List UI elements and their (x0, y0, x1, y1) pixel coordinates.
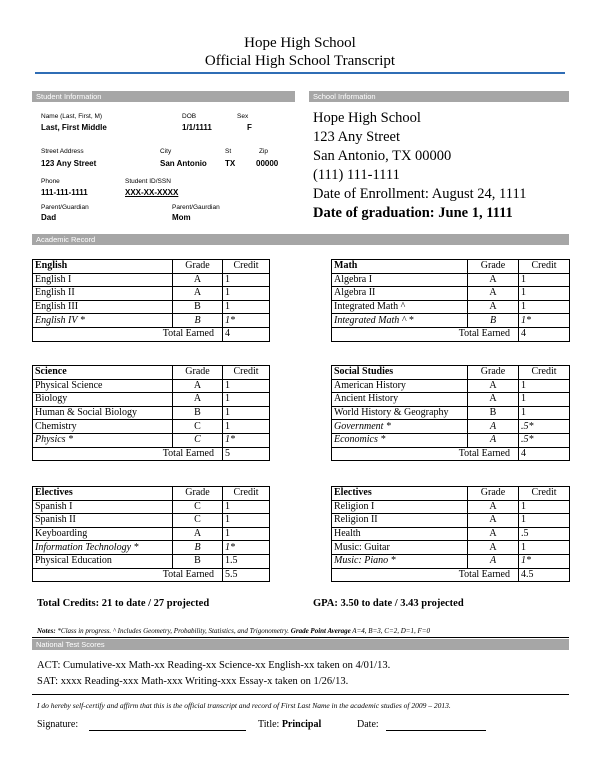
graduation-date: Date of graduation: June 1, 1111 (313, 205, 513, 221)
science-table (32, 365, 270, 461)
credit-header: Credit (519, 260, 570, 274)
credit-header: Credit (223, 366, 270, 380)
electives-table-right (331, 486, 570, 582)
zip-value: 00000 (256, 159, 279, 168)
academic-record-bar: Academic Record (32, 234, 569, 245)
course-credit: .5 (519, 527, 570, 541)
dob-value: 1/1/1111 (182, 123, 212, 132)
total-label: Total Earned (332, 568, 519, 582)
school-info-name: Hope High School (313, 110, 421, 126)
course-name: Integrated Math ^ * (332, 314, 468, 328)
subject-title: Math (332, 260, 468, 274)
table-row (33, 527, 270, 541)
electives-table-left (32, 486, 270, 582)
guardian1-value: Dad (41, 213, 57, 222)
course-grade: A (468, 379, 519, 393)
course-grade: B (173, 300, 223, 314)
student-info-bar: Student Information (32, 91, 295, 102)
table-row (332, 314, 570, 328)
course-grade: B (468, 314, 519, 328)
table-row (332, 420, 570, 434)
english-table (32, 259, 270, 342)
tests-divider (32, 694, 569, 695)
course-grade: A (468, 500, 519, 514)
course-name: Spanish I (33, 500, 173, 514)
course-name: English II (33, 287, 173, 301)
course-name: Music: Piano * (332, 554, 468, 568)
total-credits: Total Credits: 21 to date / 27 projected (37, 598, 210, 609)
course-credit: 1 (519, 300, 570, 314)
subject-title: English (33, 260, 173, 274)
course-grade: A (173, 287, 223, 301)
course-credit: 1* (519, 554, 570, 568)
notes-divider (32, 637, 569, 638)
credit-header: Credit (519, 487, 570, 501)
course-grade: A (468, 541, 519, 555)
total-label: Total Earned (33, 447, 223, 461)
grade-header: Grade (468, 487, 519, 501)
sex-label: Sex (237, 113, 249, 120)
street-label: Street Address (41, 148, 84, 155)
course-name: Human & Social Biology (33, 406, 173, 420)
table-header-row (33, 487, 270, 501)
course-name: Health (332, 527, 468, 541)
table-header-row (332, 366, 570, 380)
course-name: English IV * (33, 314, 173, 328)
date-line[interactable] (386, 730, 486, 731)
course-credit: 1 (223, 420, 270, 434)
table-row (332, 500, 570, 514)
table-row (332, 433, 570, 447)
course-credit: 1* (223, 433, 270, 447)
total-label: Total Earned (332, 327, 519, 341)
table-row (33, 541, 270, 555)
course-credit: 1 (223, 379, 270, 393)
table-row (33, 433, 270, 447)
course-name: Government * (332, 420, 468, 434)
subject-title: Electives (332, 487, 468, 501)
table-row (332, 527, 570, 541)
street-value: 123 Any Street (41, 159, 97, 168)
grade-header: Grade (468, 260, 519, 274)
phone-value: 111-111-1111 (41, 188, 88, 197)
course-name: English I (33, 273, 173, 287)
credit-header: Credit (519, 366, 570, 380)
table-row (332, 393, 570, 407)
certification-statement: I do hereby self-certify and affirm that this is the official transcript and record of First Last Name in the academic studies of 2009 – 2013. (37, 701, 451, 710)
course-name: Religion II (332, 514, 468, 528)
course-grade: A (468, 287, 519, 301)
total-credit: 4 (519, 327, 570, 341)
subject-title: Social Studies (332, 366, 468, 380)
table-header-row (332, 260, 570, 274)
total-credit: 4.5 (519, 568, 570, 582)
course-credit: 1 (223, 273, 270, 287)
course-credit: 1 (223, 300, 270, 314)
phone-label: Phone (41, 178, 60, 185)
course-credit: 1 (519, 393, 570, 407)
course-grade: A (173, 393, 223, 407)
total-label: Total Earned (33, 568, 223, 582)
math-table (331, 259, 570, 342)
table-row (332, 287, 570, 301)
state-value: TX (225, 159, 236, 168)
gpa-summary: GPA: 3.50 to date / 3.43 projected (313, 598, 464, 609)
school-info-city: San Antonio, TX 00000 (313, 148, 452, 164)
total-row (332, 327, 570, 341)
zip-label: Zip (259, 148, 269, 155)
course-grade: B (173, 554, 223, 568)
table-row (33, 273, 270, 287)
guardian2-value: Mom (172, 213, 191, 222)
student-id-label: Student ID/SSN (125, 178, 171, 185)
course-grade: A (468, 554, 519, 568)
table-row (332, 379, 570, 393)
course-credit: .5* (519, 433, 570, 447)
course-grade: A (468, 514, 519, 528)
course-name: Information Technology * (33, 541, 173, 555)
course-grade: C (173, 514, 223, 528)
page-title: Official High School Transcript (204, 53, 396, 69)
course-name: Chemistry (33, 420, 173, 434)
table-row (332, 514, 570, 528)
course-credit: 1* (519, 314, 570, 328)
city-label: City (160, 148, 172, 155)
course-name: Algebra II (332, 287, 468, 301)
table-row (332, 541, 570, 555)
school-info-phone: (111) 111-1111 (313, 167, 400, 183)
state-label: St (225, 148, 232, 155)
course-grade: A (173, 527, 223, 541)
table-row (33, 406, 270, 420)
total-label: Total Earned (332, 447, 519, 461)
guardian1-label: Parent/Guardian (41, 204, 89, 211)
table-header-row (33, 260, 270, 274)
total-credit: 4 (519, 447, 570, 461)
course-grade: A (468, 393, 519, 407)
total-row (33, 447, 270, 461)
student-name: Last, First Middle (41, 123, 107, 132)
course-name: Economics * (332, 433, 468, 447)
title-value: Principal (281, 719, 322, 730)
table-row (332, 406, 570, 420)
table-header-row (33, 366, 270, 380)
course-grade: A (468, 420, 519, 434)
course-grade: A (173, 273, 223, 287)
sex-value: F (247, 123, 252, 132)
course-name: Physical Science (33, 379, 173, 393)
course-grade: A (468, 433, 519, 447)
course-name: World History & Geography (332, 406, 468, 420)
course-name: Music: Guitar (332, 541, 468, 555)
table-row (332, 300, 570, 314)
course-name: Biology (33, 393, 173, 407)
header-divider (35, 72, 565, 74)
course-credit: .5* (519, 420, 570, 434)
course-grade: A (468, 273, 519, 287)
course-name: Physics * (33, 433, 173, 447)
grade-header: Grade (173, 366, 223, 380)
course-grade: A (468, 527, 519, 541)
course-credit: 1 (519, 379, 570, 393)
table-row (33, 393, 270, 407)
course-credit: 1* (223, 314, 270, 328)
course-credit: 1 (223, 287, 270, 301)
total-row (332, 568, 570, 582)
name-label: Name (Last, First, M) (41, 113, 103, 120)
course-name: Spanish II (33, 514, 173, 528)
course-credit: 1 (223, 406, 270, 420)
table-row (332, 554, 570, 568)
school-name-heading: Hope High School (244, 35, 356, 51)
course-name: Religion I (332, 500, 468, 514)
title-label: Title: Principal (258, 719, 322, 730)
table-row (33, 554, 270, 568)
guardian2-label: Parent/Gaurdian (172, 204, 220, 211)
course-credit: 1 (519, 273, 570, 287)
total-row (332, 447, 570, 461)
course-credit: 1 (519, 514, 570, 528)
course-grade: C (173, 433, 223, 447)
grade-header: Grade (173, 260, 223, 274)
course-credit: 1* (223, 541, 270, 555)
course-name: Ancient History (332, 393, 468, 407)
course-name: English III (33, 300, 173, 314)
total-label: Total Earned (33, 327, 223, 341)
course-credit: 1 (223, 500, 270, 514)
total-credit: 5 (223, 447, 270, 461)
act-scores: ACT: Cumulative-xx Math-xx Reading-xx Science-xx English-xx taken on 4/01/13. (37, 660, 391, 671)
credit-header: Credit (223, 260, 270, 274)
course-grade: A (468, 300, 519, 314)
course-name: Keyboarding (33, 527, 173, 541)
course-credit: 1 (519, 287, 570, 301)
course-grade: B (173, 314, 223, 328)
social-studies-table (331, 365, 570, 461)
table-row (33, 314, 270, 328)
course-credit: 1 (223, 514, 270, 528)
course-name: American History (332, 379, 468, 393)
credit-header: Credit (223, 487, 270, 501)
course-grade: C (173, 500, 223, 514)
enrollment-date: Date of Enrollment: August 24, 1111 (313, 186, 527, 202)
table-row (33, 420, 270, 434)
course-name: Algebra I (332, 273, 468, 287)
course-credit: 1 (223, 393, 270, 407)
course-grade: C (173, 420, 223, 434)
total-row (33, 327, 270, 341)
table-row (332, 273, 570, 287)
course-grade: A (173, 379, 223, 393)
total-row (33, 568, 270, 582)
school-info-street: 123 Any Street (313, 129, 400, 145)
course-credit: 1 (519, 406, 570, 420)
student-id-value: XXX-XX-XXXX (125, 188, 179, 197)
sat-scores: SAT: xxxx Reading-xxx Math-xxx Writing-xxx Essay-x taken on 1/26/13. (37, 676, 349, 687)
course-credit: 1 (223, 527, 270, 541)
test-scores-bar: National Test Scores (32, 639, 569, 650)
date-label: Date: (357, 719, 379, 730)
course-credit: 1.5 (223, 554, 270, 568)
total-credit: 5.5 (223, 568, 270, 582)
city-value: San Antonio (160, 159, 207, 168)
notes-line: Notes: *Class in progress. ^ Includes Geometry, Probability, Statistics, and Trigonometry. Grade Point Average A=4, B=3, C=2, D=1, F=0 (37, 627, 430, 635)
table-row (33, 379, 270, 393)
table-row (33, 500, 270, 514)
grade-header: Grade (173, 487, 223, 501)
grade-header: Grade (468, 366, 519, 380)
course-grade: B (173, 541, 223, 555)
course-grade: B (173, 406, 223, 420)
subject-title: Science (33, 366, 173, 380)
dob-label: DOB (182, 113, 197, 120)
table-row (33, 514, 270, 528)
table-row (33, 300, 270, 314)
signature-label: Signature: (37, 719, 79, 730)
table-header-row (332, 487, 570, 501)
course-grade: B (468, 406, 519, 420)
course-name: Physical Education (33, 554, 173, 568)
school-info-bar: School Information (309, 91, 569, 102)
total-credit: 4 (223, 327, 270, 341)
course-name: Integrated Math ^ (332, 300, 468, 314)
course-credit: 1 (519, 500, 570, 514)
course-credit: 1 (519, 541, 570, 555)
subject-title: Electives (33, 487, 173, 501)
table-row (33, 287, 270, 301)
signature-line[interactable] (89, 730, 246, 731)
